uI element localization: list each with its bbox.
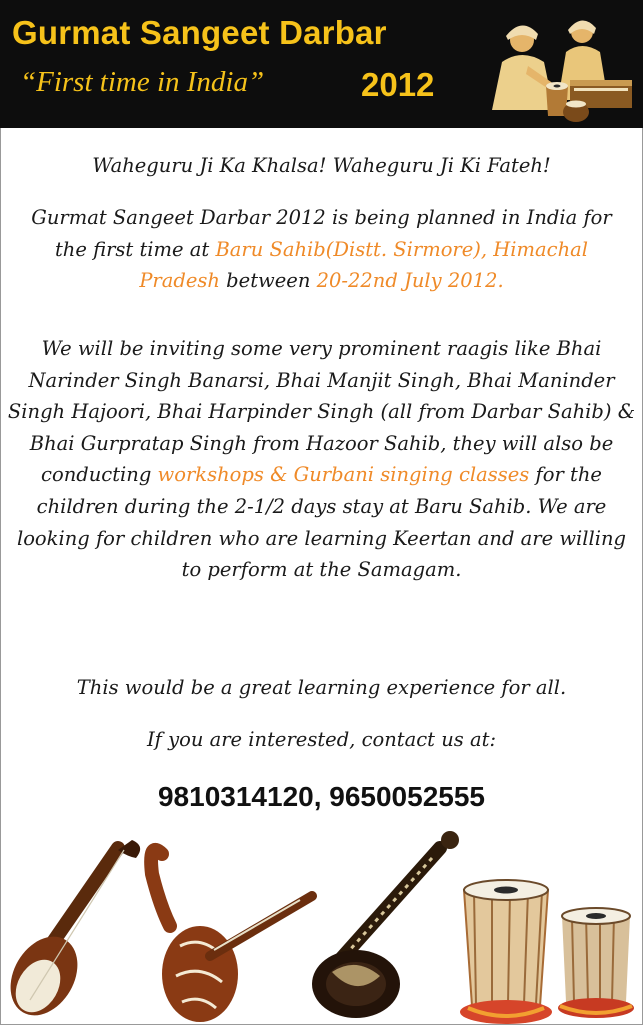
sitar-icon [312,831,459,1018]
instruments-illustration [0,826,643,1026]
workshops-highlight: workshops & Gurbani singing classes [157,463,530,487]
event-dates: 20-22nd July 2012. [316,269,504,293]
phone-numbers: 9810314120, 9650052555 [157,781,485,812]
rabab-icon [0,840,140,1026]
experience-text: This would be a great learning experience for all. [76,676,567,699]
details-text-b: for the children during the 2-1/2 days stay at Baru Sahib. We are looking for children who are learning Keertan and are willing to perform at the Samagam. [16,463,627,582]
details-text-a: We will be inviting some very prominent raagis like Bhai Narinder Singh Banarsi, Bhai Manjit Singh, Bhai Maninder Singh Hajoori, Bhai Harpinder Singh (all from Darbar Sahib) & Bhai Gurpratap Singh from Hazoor Sahib, they will also be conducting [7,337,636,487]
event-year: 2012 [361,66,435,103]
taus-icon [151,850,312,1022]
intro-text-a: Gurmat Sangeet Darbar 2012 is being planned in India for the first time at [31,206,612,261]
tabla-icon [460,880,634,1024]
contact-prompt: If you are interested, contact us at: [146,728,497,751]
intro-text-b: between [219,269,317,293]
intro-paragraph [0,202,643,297]
event-location: Baru Sahib(Distt. Sirmore), Himachal Pradesh [139,237,589,293]
greeting-text: Waheguru Ji Ka Khalsa! Waheguru Ji Ki Fateh! [92,154,551,177]
musicians-illustration [470,2,640,126]
event-title: Gurmat Sangeet Darbar [12,14,387,51]
event-tagline: “First time in India” [20,66,265,98]
header-banner [0,0,643,128]
details-paragraph [0,333,643,586]
